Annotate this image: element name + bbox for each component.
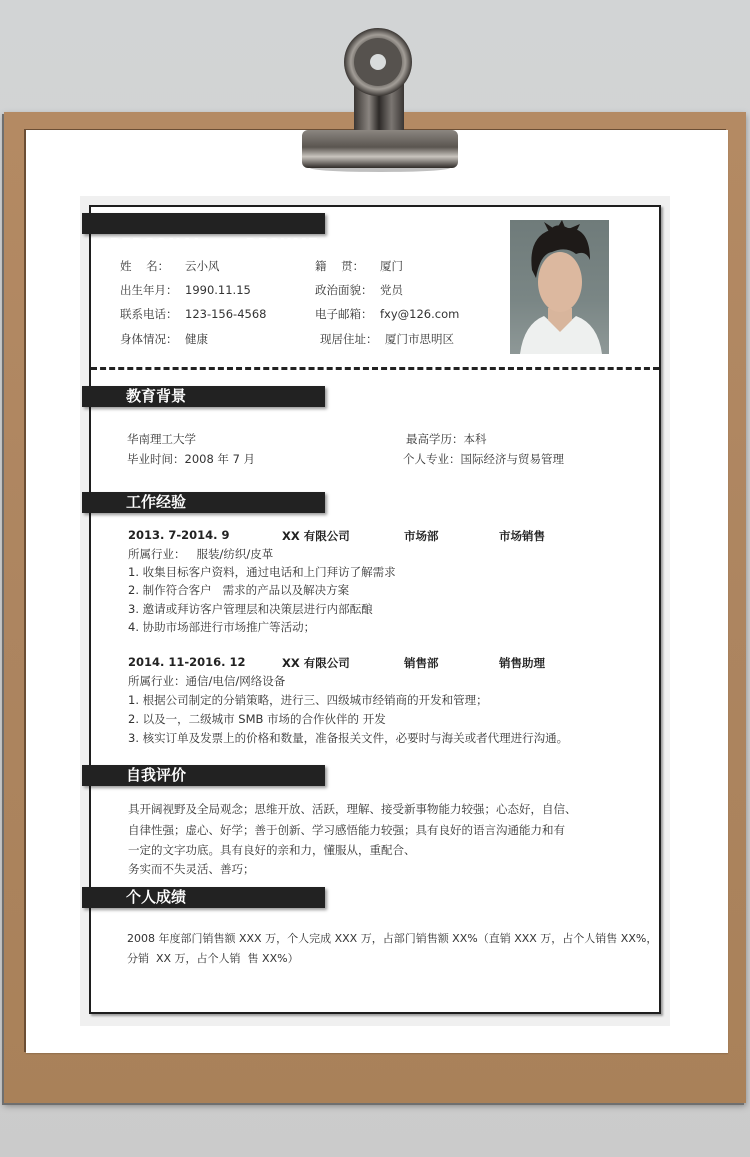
education-graduation: 毕业时间：2008 年 7 月 xyxy=(127,452,256,466)
job-1-duty: 2. 制作符合客户 需求的产品以及解决方案 xyxy=(128,583,350,597)
job-2-position: 销售助理 xyxy=(499,656,545,670)
self-evaluation-line: 自律性强；虚心、好学；善于创新、学习感悟能力较强；具有良好的语言沟通能力和有 xyxy=(128,823,565,837)
job-1-department: 市场部 xyxy=(404,529,439,543)
info-political: 政治面貌： 党员 xyxy=(315,283,403,297)
job-2-duty: 2. 以及一，二级城市 SMB 市场的合作伙伴的 开发 xyxy=(128,712,386,726)
info-name: 姓 名： 云小风 xyxy=(120,259,220,273)
achievements-line: 分销 XX 万，占个人销 售 XX%） xyxy=(127,952,299,965)
education-major: 个人专业：国际经济与贸易管理 xyxy=(403,452,564,466)
job-2-period: 2014. 11-2016. 12 xyxy=(128,655,246,669)
binder-clip-icon xyxy=(296,22,462,172)
job-1-industry: 所属行业： 服装/纺织/皮革 xyxy=(128,547,274,561)
info-hometown: 籍 贯： 厦门 xyxy=(315,259,403,273)
section-achievements-title: 个人成绩 xyxy=(82,887,325,908)
info-health: 身体情况： 健康 xyxy=(120,332,208,346)
job-2-company: XX 有限公司 xyxy=(282,656,350,670)
resume-title-bar xyxy=(82,213,325,253)
self-evaluation-line: 具开阔视野及全局观念；思维开放、活跃，理解、接受新事物能力较强；心态好，自信、 xyxy=(128,802,577,816)
title-personal: PERSONAL xyxy=(109,235,204,253)
job-1-period: 2013. 7-2014. 9 xyxy=(128,528,230,542)
job-2-department: 销售部 xyxy=(404,656,439,670)
job-2-duty: 3. 核实订单及发票上的价格和数量，准备报关文件，必要时与海关或者代理进行沟通。 xyxy=(128,731,569,745)
section-education-title: 教育背景 xyxy=(82,386,325,407)
info-address: 现居住址： 厦门市思明区 xyxy=(320,332,454,346)
info-phone: 联系电话： 123-156-4568 xyxy=(120,307,267,321)
section-self-evaluation-title: 自我评价 xyxy=(82,765,325,786)
info-email: 电子邮箱： fxy@126.com xyxy=(315,307,460,321)
education-school: 华南理工大学 xyxy=(127,432,196,446)
self-evaluation-line: 务实而不失灵活、善巧； xyxy=(128,862,255,876)
person-icon xyxy=(510,220,609,354)
job-2-industry: 所属行业：通信/电信/网络设备 xyxy=(128,674,286,688)
section-work-title: 工作经验 xyxy=(82,492,325,513)
title-resume: RESUME xyxy=(245,235,319,253)
job-2-duty: 1. 根据公司制定的分销策略，进行三、四级城市经销商的开发和管理； xyxy=(128,693,488,707)
self-evaluation-line: 一定的文字功底。具有良好的亲和力，懂服从，重配合、 xyxy=(128,843,416,857)
info-birth: 出生年月： 1990.11.15 xyxy=(120,283,251,297)
education-degree: 最高学历：本科 xyxy=(406,432,487,446)
portrait-photo xyxy=(510,220,609,354)
job-1-position: 市场销售 xyxy=(499,529,545,543)
job-1-duty: 4. 协助市场部进行市场推广等活动； xyxy=(128,620,316,634)
achievements-line: 2008 年度部门销售额 XXX 万，个人完成 XXX 万，占部门销售额 XX%（直销 XXX 万，占个人销售 XX%， xyxy=(127,932,658,945)
job-1-company: XX 有限公司 xyxy=(282,529,350,543)
job-1-duty: 3. 邀请或拜访客户管理层和决策层进行内部酝酿 xyxy=(128,602,373,616)
job-1-duty: 1. 收集目标客户资料，通过电话和上门拜访了解需求 xyxy=(128,565,396,579)
section-divider xyxy=(91,367,659,370)
